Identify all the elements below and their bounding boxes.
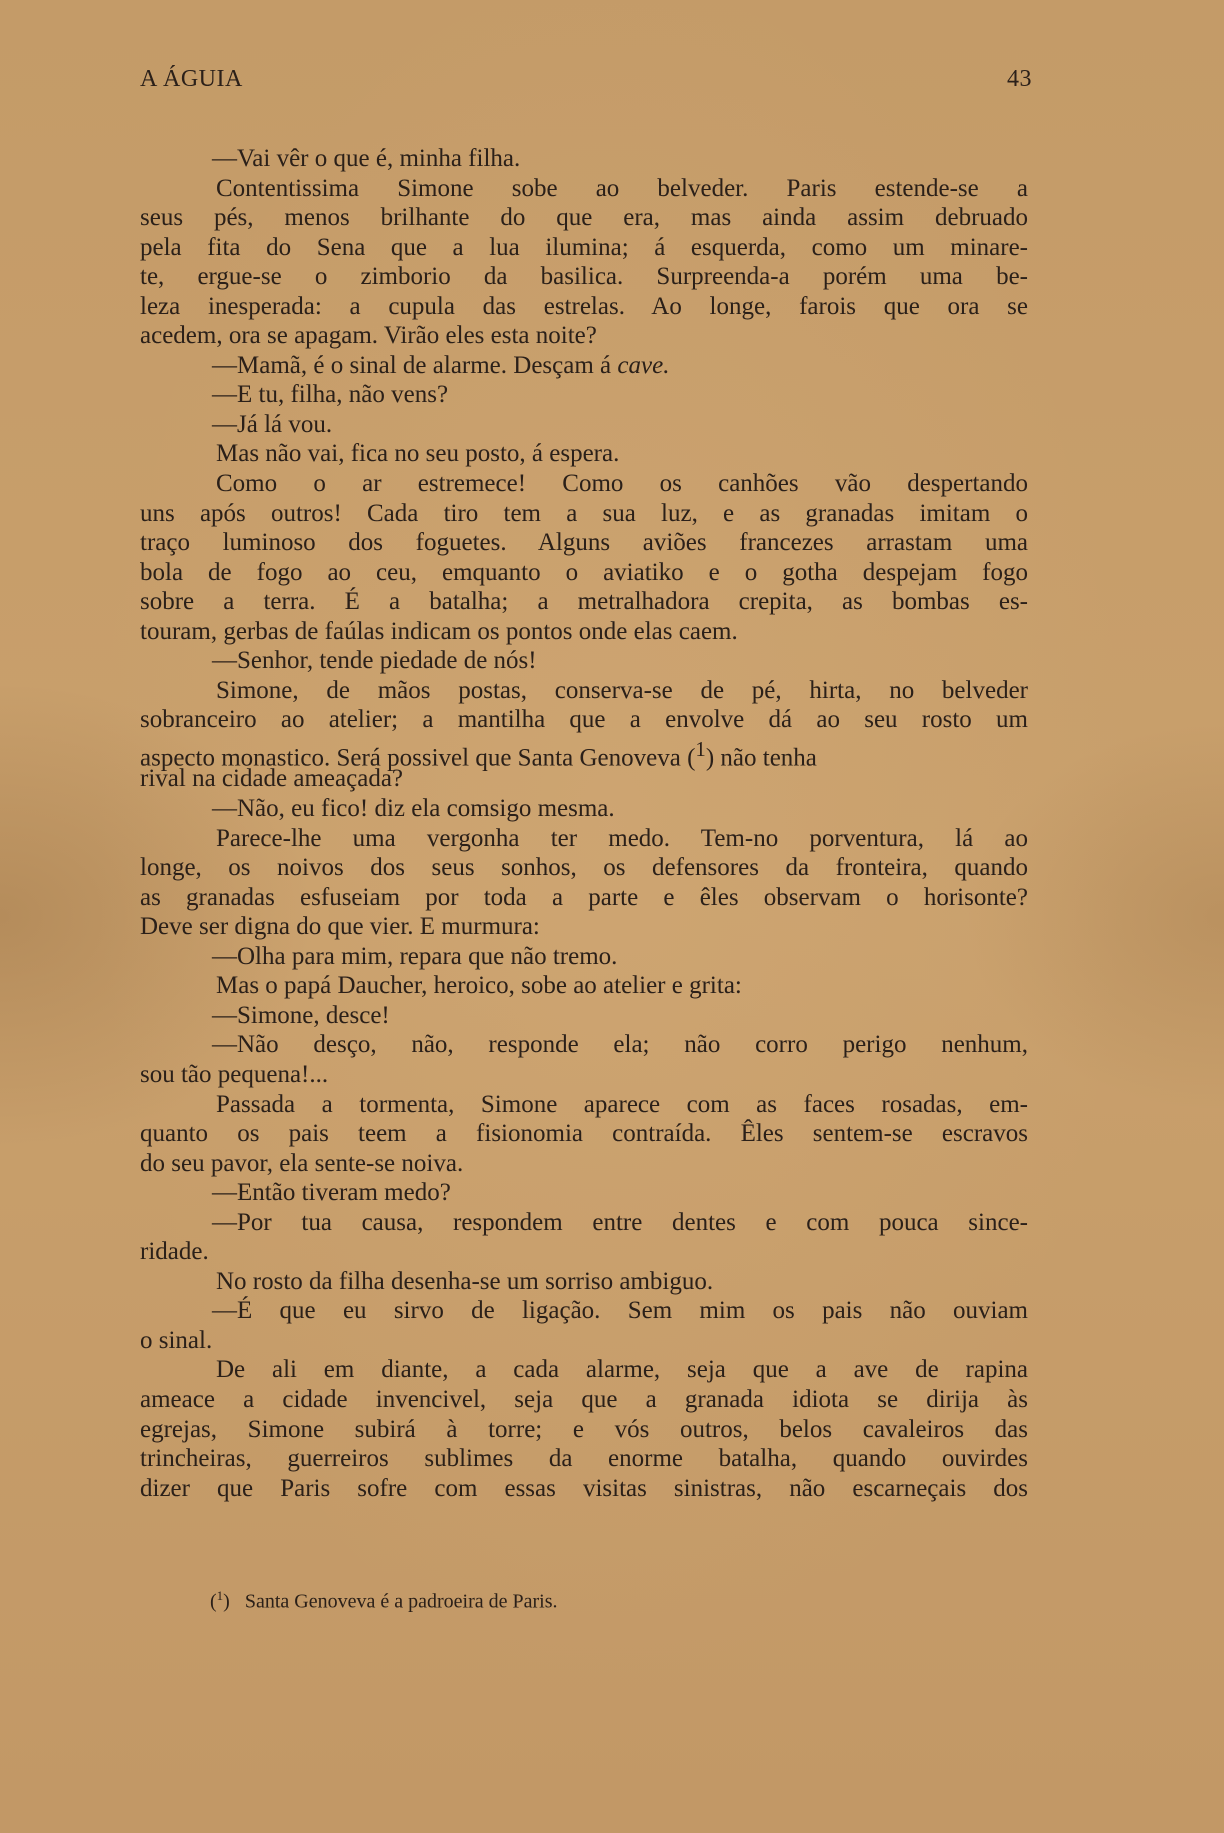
- text-line: sobre a terra. É a batalha; a metralhadora crepita, as bombas es-: [140, 588, 1028, 616]
- text-line: —Simone, desce!: [212, 1001, 390, 1029]
- text-line: uns após outros! Cada tiro tem a sua luz, e as granadas imitam o: [140, 499, 1028, 527]
- body-text: [140, 144, 1028, 1503]
- text-line: Parece-lhe uma vergonha ter medo. Tem-no porventura, lá ao: [216, 824, 1028, 852]
- text-line: —Senhor, tende piedade de nós!: [212, 647, 537, 675]
- text-line: sou tão pequena!...: [140, 1060, 329, 1088]
- text-line: Contentissima Simone sobe ao belveder. Paris estende-se a: [216, 174, 1028, 202]
- text-line: ridade.: [140, 1238, 209, 1266]
- text-line: —Então tiveram medo?: [212, 1179, 451, 1207]
- text-line: No rosto da filha desenha-se um sorriso ambiguo.: [216, 1267, 714, 1295]
- text-line: —E tu, filha, não vens?: [212, 381, 449, 409]
- text-line: —Já lá vou.: [212, 410, 333, 438]
- text-line: ameace a cidade invencivel, seja que a granada idiota se dirija às: [140, 1385, 1028, 1413]
- text-line: —Olha para mim, repara que não tremo.: [212, 942, 618, 970]
- text-line: dizer que Paris sofre com essas visitas sinistras, não escarneçais dos: [140, 1474, 1028, 1502]
- running-head: [140, 66, 1032, 100]
- text-line: [140, 735, 1028, 772]
- text-line: —Não, eu fico! diz ela comsigo mesma.: [212, 795, 615, 823]
- text-line: do seu pavor, ela sente-se noiva.: [140, 1149, 464, 1177]
- text-line: Mas o papá Daucher, heroico, sobe ao atelier e grita:: [216, 972, 742, 1000]
- text-line: o sinal.: [140, 1326, 213, 1354]
- text-segment: ) não tenha: [705, 744, 817, 772]
- text-line: quanto os pais teem a fisionomia contraída. Êles sentem-se escravos: [140, 1120, 1028, 1148]
- text-line: bola de fogo ao ceu, emquanto o aviatiko e o gotha despejam fogo: [140, 558, 1028, 586]
- text-line: as granadas esfuseiam por toda a parte e êles observam o horisonte?: [140, 883, 1028, 911]
- text-line: —Por tua causa, respondem entre dentes e com pouca since-: [212, 1208, 1028, 1236]
- footnote-marker: 1: [216, 1588, 224, 1603]
- italic-word-cave: cave.: [617, 351, 670, 379]
- footnote: [210, 1588, 558, 1614]
- text-line: [140, 351, 1028, 381]
- text-line: Como o ar estremece! Como os canhões vão despertando: [216, 470, 1028, 498]
- footnote-marker-close: ): [223, 1590, 245, 1613]
- text-segment: —Mamã, é o sinal de alarme. Desçam á: [212, 351, 618, 379]
- text-line: Passada a tormenta, Simone aparece com as faces rosadas, em-: [216, 1090, 1028, 1118]
- text-line: seus pés, menos brilhante do que era, mas ainda assim debruado: [140, 204, 1028, 232]
- text-line: sobranceiro ao atelier; a mantilha que a envolve dá ao seu rosto um: [140, 706, 1028, 734]
- text-line: te, ergue-se o zimborio da basilica. Surpreenda-a porém uma be-: [140, 263, 1028, 291]
- text-line: Mas não vai, fica no seu posto, á espera.: [216, 440, 620, 468]
- footnote-marker-open: (: [210, 1590, 217, 1613]
- text-line: Simone, de mãos postas, conserva-se de pé, hirta, no belveder: [216, 676, 1028, 704]
- text-line: touram, gerbas de faúlas indicam os pontos onde elas caem.: [140, 617, 738, 645]
- text-line: longe, os noivos dos seus sonhos, os defensores da fronteira, quando: [140, 854, 1028, 882]
- footnote-text: Santa Genoveva é a padroeira de Paris.: [244, 1590, 558, 1613]
- text-line: rival na cidade ameaçada?: [140, 765, 404, 793]
- footnote-reference: 1: [695, 736, 706, 761]
- page-number: 43: [1007, 66, 1032, 92]
- text-line: —É que eu sirvo de ligação. Sem mim os pais não ouviam: [212, 1297, 1028, 1325]
- text-line: acedem, ora se apagam. Virão eles esta noite?: [140, 322, 597, 350]
- text-line: pela fita do Sena que a lua ilumina; á esquerda, como um minare-: [140, 233, 1028, 261]
- text-segment: aspecto monastico. Será possivel que Santa Genoveva (: [140, 744, 696, 772]
- text-line: egrejas, Simone subirá à torre; e vós outros, belos cavaleiros das: [140, 1415, 1028, 1443]
- text-line: leza inesperada: a cupula das estrelas. Ao longe, farois que ora se: [140, 292, 1028, 320]
- running-title: A ÁGUIA: [140, 66, 243, 92]
- text-line: trincheiras, guerreiros sublimes da enorme batalha, quando ouvirdes: [140, 1445, 1028, 1473]
- text-line: —Não desço, não, responde ela; não corro perigo nenhum,: [212, 1031, 1028, 1059]
- text-line: —Vai vêr o que é, minha filha.: [212, 145, 521, 172]
- text-line: traço luminoso dos foguetes. Alguns aviões francezes arrastam uma: [140, 529, 1028, 557]
- text-line: De ali em diante, a cada alarme, seja que a ave de rapina: [216, 1356, 1028, 1384]
- text-line: Deve ser digna do que vier. E murmura:: [140, 913, 540, 941]
